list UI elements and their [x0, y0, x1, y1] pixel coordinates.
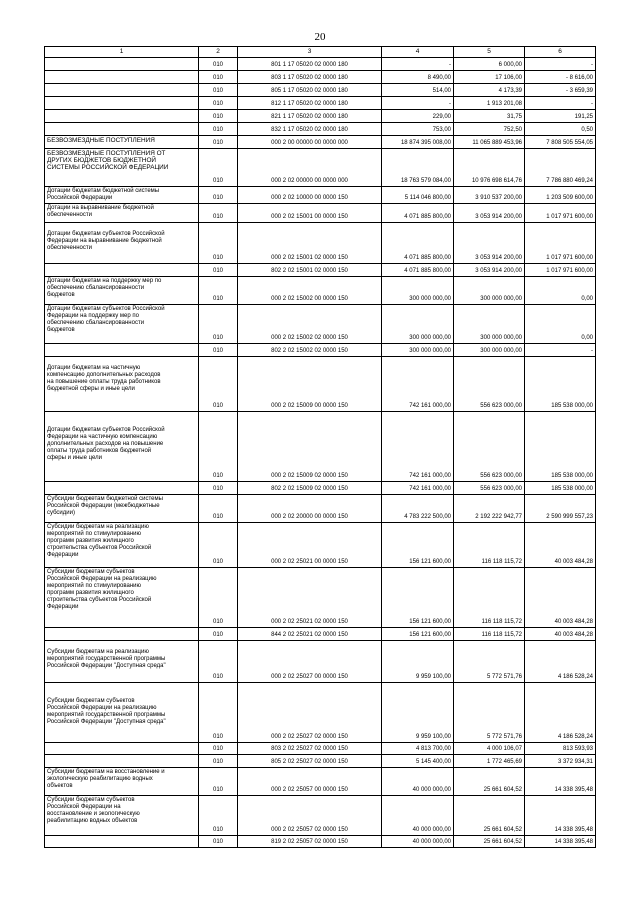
row-budget-classification-code: 000 2 02 25021 02 0000 150: [238, 568, 382, 628]
row-unexecuted-amount: -: [525, 97, 596, 110]
column-number-header-row: [45, 47, 596, 58]
description-line: оплаты труда работников бюджетной: [47, 448, 152, 454]
row-approved-amount: 5 114 046 800,00: [382, 187, 454, 204]
description-line: Российской Федерации "Доступная среда": [47, 719, 166, 725]
row-description: [45, 149, 199, 187]
row-approved-amount: 753,00: [382, 123, 454, 136]
description-line: [47, 642, 196, 649]
description-line: Субсидии бюджетам бюджетной системы: [47, 496, 163, 502]
table-row: [45, 412, 596, 482]
description-line: Российской Федерации на реализацию: [47, 705, 157, 711]
description-line: Дотации бюджетам субъектов Российской: [47, 306, 165, 312]
row-description: [45, 58, 199, 71]
row-budget-classification-code: 805 1 17 05020 02 0000 180: [238, 84, 382, 97]
table-row: [45, 743, 596, 755]
table-row: [45, 523, 596, 568]
row-unexecuted-amount: -: [525, 58, 596, 71]
row-executed-amount: 1 772 465,69: [454, 755, 525, 768]
row-code: 010: [199, 71, 238, 84]
description-line: программ развития жилищного: [47, 538, 134, 544]
row-unexecuted-amount: 40 003 484,28: [525, 523, 596, 568]
row-executed-amount: 3 053 914 200,00: [454, 223, 525, 264]
row-description: [45, 628, 199, 641]
row-code: 010: [199, 628, 238, 641]
row-description: [45, 277, 199, 305]
description-line: программ развития жилищного: [47, 590, 134, 596]
description-line: БЕЗВОЗМЕЗДНЫЕ ПОСТУПЛЕНИЯ ОТ: [47, 150, 166, 157]
description-line: Федерации: [47, 604, 79, 610]
row-approved-amount: 300 000 000,00: [382, 277, 454, 305]
column-number-6: 6: [525, 47, 596, 58]
row-executed-amount: 752,50: [454, 123, 525, 136]
table-row: [45, 755, 596, 768]
row-code: 010: [199, 149, 238, 187]
row-budget-classification-code: 821 1 17 05020 02 0000 180: [238, 110, 382, 123]
table-row: [45, 277, 596, 305]
row-budget-classification-code: 844 2 02 25021 02 0000 150: [238, 628, 382, 641]
row-executed-amount: 3 053 914 200,00: [454, 204, 525, 223]
row-budget-classification-code: 000 2 02 15001 00 0000 150: [238, 204, 382, 223]
table-row: [45, 482, 596, 495]
row-unexecuted-amount: 7 786 880 469,24: [525, 149, 596, 187]
row-approved-amount: 9 959 100,00: [382, 641, 454, 683]
description-line: строительства субъектов Российской: [47, 545, 152, 551]
row-unexecuted-amount: -: [525, 344, 596, 357]
row-unexecuted-amount: 0,50: [525, 123, 596, 136]
table-row: [45, 123, 596, 136]
row-description: [45, 641, 199, 683]
row-code: 010: [199, 683, 238, 743]
row-code: 010: [199, 58, 238, 71]
description-line: Федерации: [47, 552, 79, 558]
row-budget-classification-code: 000 2 02 25027 02 0000 150: [238, 683, 382, 743]
row-approved-amount: 4 813 700,00: [382, 743, 454, 755]
description-line: [47, 358, 196, 365]
row-description: [45, 187, 199, 204]
description-line: Дотации бюджетам на частичную: [47, 365, 141, 371]
row-executed-amount: 5 772 571,76: [454, 683, 525, 743]
row-executed-amount: 17 106,00: [454, 71, 525, 84]
table-row: [45, 84, 596, 97]
description-line: Российской Федерации "Доступная среда": [47, 663, 166, 669]
row-executed-amount: 556 623 000,00: [454, 482, 525, 495]
row-code: 010: [199, 743, 238, 755]
row-description: [45, 482, 199, 495]
row-code: 010: [199, 110, 238, 123]
row-executed-amount: 116 118 115,72: [454, 628, 525, 641]
row-description: [45, 836, 199, 848]
row-code: 010: [199, 97, 238, 110]
column-number-5: 5: [454, 47, 525, 58]
description-line: объектов: [47, 783, 73, 789]
row-executed-amount: 4 173,39: [454, 84, 525, 97]
table-row: [45, 683, 596, 743]
row-unexecuted-amount: 1 017 971 600,00: [525, 264, 596, 277]
row-unexecuted-amount: 40 003 484,28: [525, 628, 596, 641]
row-unexecuted-amount: 0,00: [525, 277, 596, 305]
description-line: обеспеченности: [47, 212, 92, 218]
row-approved-amount: 300 000 000,00: [382, 305, 454, 344]
row-budget-classification-code: 803 2 02 25027 02 0000 150: [238, 743, 382, 755]
table-row: [45, 568, 596, 628]
description-line: БЕЗВОЗМЕЗДНЫЕ ПОСТУПЛЕНИЯ: [47, 137, 155, 144]
row-budget-classification-code: 832 1 17 05020 02 0000 180: [238, 123, 382, 136]
description-line: Субсидии бюджетам субъектов: [47, 797, 135, 803]
row-description: [45, 84, 199, 97]
description-line: дополнительных расходов на повышение: [47, 441, 164, 447]
row-budget-classification-code: 819 2 02 25057 02 0000 150: [238, 836, 382, 848]
row-executed-amount: 556 623 000,00: [454, 412, 525, 482]
description-line: субсидии): [47, 510, 75, 516]
row-unexecuted-amount: 813 593,93: [525, 743, 596, 755]
table-row: [45, 204, 596, 223]
row-executed-amount: 3 053 914 200,00: [454, 264, 525, 277]
row-code: 010: [199, 495, 238, 523]
row-budget-classification-code: 000 2 02 15002 00 0000 150: [238, 277, 382, 305]
description-line: Дотации на выравнивание бюджетной: [47, 205, 154, 211]
table-row: [45, 768, 596, 796]
table-row: [45, 97, 596, 110]
description-line: [47, 691, 196, 698]
description-line: на повышение оплаты труда работников: [47, 379, 161, 385]
row-budget-classification-code: 000 2 02 00000 00 0000 000: [238, 149, 382, 187]
row-executed-amount: 116 118 115,72: [454, 568, 525, 628]
row-approved-amount: 40 000 000,00: [382, 796, 454, 836]
table-row: [45, 187, 596, 204]
row-code: 010: [199, 641, 238, 683]
description-line: строительства субъектов Российской: [47, 597, 152, 603]
row-unexecuted-amount: 2 590 999 557,23: [525, 495, 596, 523]
row-code: 010: [199, 755, 238, 768]
row-code: 010: [199, 123, 238, 136]
description-line: [47, 420, 196, 427]
row-code: 010: [199, 187, 238, 204]
row-executed-amount: 31,75: [454, 110, 525, 123]
row-code: 010: [199, 223, 238, 264]
row-unexecuted-amount: 185 538 000,00: [525, 357, 596, 412]
row-description: [45, 110, 199, 123]
description-line: сферы и иные цели: [47, 455, 102, 461]
description-line: Субсидии бюджетам на реализацию: [47, 649, 149, 655]
description-line: мероприятий государственной программы: [47, 712, 166, 718]
description-line: Дотации бюджетам субъектов Российской: [47, 231, 165, 237]
row-budget-classification-code: 000 2 02 15002 02 0000 150: [238, 305, 382, 344]
description-line: бюджетов: [47, 292, 75, 298]
budget-execution-table: [44, 46, 596, 848]
row-budget-classification-code: 000 2 02 25057 02 0000 150: [238, 796, 382, 836]
row-budget-classification-code: 000 2 02 15009 02 0000 150: [238, 412, 382, 482]
row-description: [45, 264, 199, 277]
description-line: мероприятий по стимулированию: [47, 531, 142, 537]
row-budget-classification-code: 803 1 17 05020 02 0000 180: [238, 71, 382, 84]
description-line: экологическую реабилитацию водных: [47, 776, 153, 782]
row-executed-amount: 300 000 000,00: [454, 344, 525, 357]
row-budget-classification-code: 802 2 02 15002 02 0000 150: [238, 344, 382, 357]
row-unexecuted-amount: 1 017 971 600,00: [525, 223, 596, 264]
description-line: Российской Федерации (межбюджетные: [47, 503, 160, 509]
row-executed-amount: 5 772 571,76: [454, 641, 525, 683]
column-number-3: 3: [238, 47, 382, 58]
description-line: бюджетной сферы и иные цели: [47, 386, 135, 392]
row-approved-amount: 8 490,00: [382, 71, 454, 84]
row-approved-amount: 4 071 885 800,00: [382, 204, 454, 223]
row-approved-amount: 40 000 000,00: [382, 768, 454, 796]
row-code: 010: [199, 482, 238, 495]
row-description: [45, 357, 199, 412]
row-description: [45, 71, 199, 84]
table-row: [45, 110, 596, 123]
row-code: 010: [199, 84, 238, 97]
row-code: 010: [199, 305, 238, 344]
description-line: Федерации на поддержку мер по: [47, 313, 139, 319]
row-executed-amount: 300 000 000,00: [454, 305, 525, 344]
row-code: 010: [199, 768, 238, 796]
row-unexecuted-amount: - 8 616,00: [525, 71, 596, 84]
description-line: Российской Федерации на: [47, 804, 121, 810]
row-unexecuted-amount: 1 017 971 600,00: [525, 204, 596, 223]
row-description: [45, 204, 199, 223]
row-code: 010: [199, 204, 238, 223]
row-executed-amount: 10 976 698 614,76: [454, 149, 525, 187]
row-budget-classification-code: 000 2 00 00000 00 0000 000: [238, 136, 382, 149]
row-code: 010: [199, 277, 238, 305]
row-budget-classification-code: 801 1 17 05020 02 0000 180: [238, 58, 382, 71]
row-description: [45, 683, 199, 743]
row-executed-amount: 556 623 000,00: [454, 357, 525, 412]
description-line: Российской Федерации: [47, 195, 113, 201]
row-description: [45, 755, 199, 768]
row-description: [45, 796, 199, 836]
row-approved-amount: 40 000 000,00: [382, 836, 454, 848]
row-unexecuted-amount: - 3 659,39: [525, 84, 596, 97]
row-code: 010: [199, 796, 238, 836]
row-budget-classification-code: 000 2 02 25021 00 0000 150: [238, 523, 382, 568]
description-line: обеспечению сбалансированности: [47, 320, 145, 326]
row-approved-amount: 156 121 600,00: [382, 568, 454, 628]
row-code: 010: [199, 136, 238, 149]
table-row: [45, 495, 596, 523]
description-line: реабилитацию водных объектов: [47, 818, 138, 824]
row-code: 010: [199, 264, 238, 277]
table-row: [45, 58, 596, 71]
description-line: Дотации бюджетам на поддержку мер по: [47, 278, 162, 284]
description-line: Федерации на частичную компенсацию: [47, 434, 158, 440]
column-number-2: 2: [199, 47, 238, 58]
row-unexecuted-amount: 185 538 000,00: [525, 412, 596, 482]
row-executed-amount: 25 661 604,52: [454, 836, 525, 848]
description-line: [47, 684, 196, 691]
row-budget-classification-code: 000 2 02 15009 00 0000 150: [238, 357, 382, 412]
description-line: Дотации бюджетам бюджетной системы: [47, 188, 160, 194]
row-description: [45, 223, 199, 264]
row-approved-amount: 4 071 885 800,00: [382, 223, 454, 264]
row-executed-amount: 116 118 115,72: [454, 523, 525, 568]
table-row: [45, 305, 596, 344]
row-unexecuted-amount: 1 203 509 600,00: [525, 187, 596, 204]
row-description: [45, 136, 199, 149]
table-row: [45, 223, 596, 264]
row-code: 010: [199, 836, 238, 848]
row-approved-amount: 156 121 600,00: [382, 628, 454, 641]
row-unexecuted-amount: 40 003 484,28: [525, 568, 596, 628]
description-line: обеспечению сбалансированности: [47, 285, 145, 291]
row-budget-classification-code: 805 2 02 25027 02 0000 150: [238, 755, 382, 768]
row-code: 010: [199, 523, 238, 568]
row-executed-amount: 4 000 106,07: [454, 743, 525, 755]
row-budget-classification-code: 000 2 02 15001 02 0000 150: [238, 223, 382, 264]
table-row: [45, 796, 596, 836]
row-budget-classification-code: 802 2 02 15001 02 0000 150: [238, 264, 382, 277]
row-unexecuted-amount: 14 338 395,48: [525, 836, 596, 848]
row-description: [45, 523, 199, 568]
table-row: [45, 641, 596, 683]
row-unexecuted-amount: 3 372 934,31: [525, 755, 596, 768]
row-code: 010: [199, 412, 238, 482]
row-budget-classification-code: 000 2 02 25027 00 0000 150: [238, 641, 382, 683]
row-unexecuted-amount: 14 338 395,48: [525, 768, 596, 796]
row-approved-amount: 229,00: [382, 110, 454, 123]
description-line: мероприятий по стимулированию: [47, 583, 142, 589]
row-approved-amount: 18 874 395 008,00: [382, 136, 454, 149]
row-executed-amount: 25 661 604,52: [454, 796, 525, 836]
row-approved-amount: 5 145 400,00: [382, 755, 454, 768]
row-unexecuted-amount: 0,00: [525, 305, 596, 344]
description-line: обеспеченности: [47, 245, 92, 251]
description-line: бюджетов: [47, 327, 75, 333]
row-unexecuted-amount: 7 808 505 554,05: [525, 136, 596, 149]
table-row: [45, 149, 596, 187]
row-budget-classification-code: 802 2 02 15009 02 0000 150: [238, 482, 382, 495]
row-executed-amount: 25 661 604,52: [454, 768, 525, 796]
column-number-4: 4: [382, 47, 454, 58]
row-approved-amount: 156 121 600,00: [382, 523, 454, 568]
row-description: [45, 768, 199, 796]
page-number: 20: [314, 31, 326, 43]
row-code: 010: [199, 568, 238, 628]
row-description: [45, 97, 199, 110]
row-approved-amount: 4 783 222 500,00: [382, 495, 454, 523]
description-line: ДРУГИХ БЮДЖЕТОВ БЮДЖЕТНОЙ: [47, 157, 157, 164]
column-number-1: 1: [45, 47, 199, 58]
row-approved-amount: 9 959 100,00: [382, 683, 454, 743]
table-row: [45, 71, 596, 84]
row-description: [45, 123, 199, 136]
row-budget-classification-code: 000 2 02 10000 00 0000 150: [238, 187, 382, 204]
description-line: Федерации на выравнивание бюджетной: [47, 238, 162, 244]
row-executed-amount: 11 065 889 453,96: [454, 136, 525, 149]
table-row: [45, 136, 596, 149]
row-unexecuted-amount: 14 338 395,48: [525, 796, 596, 836]
row-approved-amount: -: [382, 97, 454, 110]
row-unexecuted-amount: 4 186 528,24: [525, 641, 596, 683]
row-approved-amount: 300 000 000,00: [382, 344, 454, 357]
row-executed-amount: 6 000,00: [454, 58, 525, 71]
row-executed-amount: 3 910 537 200,00: [454, 187, 525, 204]
row-code: 010: [199, 344, 238, 357]
row-executed-amount: 1 913 201,08: [454, 97, 525, 110]
row-description: [45, 743, 199, 755]
description-line: компенсацию дополнительных расходов: [47, 372, 161, 378]
row-executed-amount: 300 000 000,00: [454, 277, 525, 305]
description-line: мероприятий государственной программы: [47, 656, 166, 662]
row-executed-amount: 2 192 222 942,77: [454, 495, 525, 523]
description-line: восстановление и экологическую: [47, 811, 140, 817]
row-approved-amount: 742 161 000,00: [382, 482, 454, 495]
row-description: [45, 495, 199, 523]
row-budget-classification-code: 000 2 02 20000 00 0000 150: [238, 495, 382, 523]
description-line: СИСТЕМЫ РОССИЙСКОЙ ФЕДЕРАЦИИ: [47, 164, 169, 171]
row-description: [45, 305, 199, 344]
description-line: Субсидии бюджетам на реализацию: [47, 524, 149, 530]
row-unexecuted-amount: 185 538 000,00: [525, 482, 596, 495]
description-line: Субсидии бюджетам субъектов: [47, 698, 135, 704]
row-approved-amount: 18 763 579 084,00: [382, 149, 454, 187]
description-line: [47, 224, 196, 231]
row-approved-amount: 514,00: [382, 84, 454, 97]
row-budget-classification-code: 812 1 17 05020 02 0000 180: [238, 97, 382, 110]
description-line: Дотации бюджетам субъектов Российской: [47, 427, 165, 433]
table-row: [45, 357, 596, 412]
row-unexecuted-amount: 4 186 528,24: [525, 683, 596, 743]
row-description: [45, 412, 199, 482]
row-description: [45, 568, 199, 628]
description-line: Субсидии бюджетам субъектов: [47, 569, 135, 575]
description-line: Российской Федерации на реализацию: [47, 576, 157, 582]
table-row: [45, 836, 596, 848]
table-row: [45, 264, 596, 277]
row-approved-amount: 4 071 885 800,00: [382, 264, 454, 277]
row-unexecuted-amount: 191,25: [525, 110, 596, 123]
description-line: Субсидии бюджетам на восстановление и: [47, 769, 165, 775]
row-description: [45, 344, 199, 357]
row-approved-amount: 742 161 000,00: [382, 412, 454, 482]
row-approved-amount: -: [382, 58, 454, 71]
row-approved-amount: 742 161 000,00: [382, 357, 454, 412]
table-row: [45, 628, 596, 641]
table-row: [45, 344, 596, 357]
row-budget-classification-code: 000 2 02 25057 00 0000 150: [238, 768, 382, 796]
row-code: 010: [199, 357, 238, 412]
description-line: [47, 413, 196, 420]
